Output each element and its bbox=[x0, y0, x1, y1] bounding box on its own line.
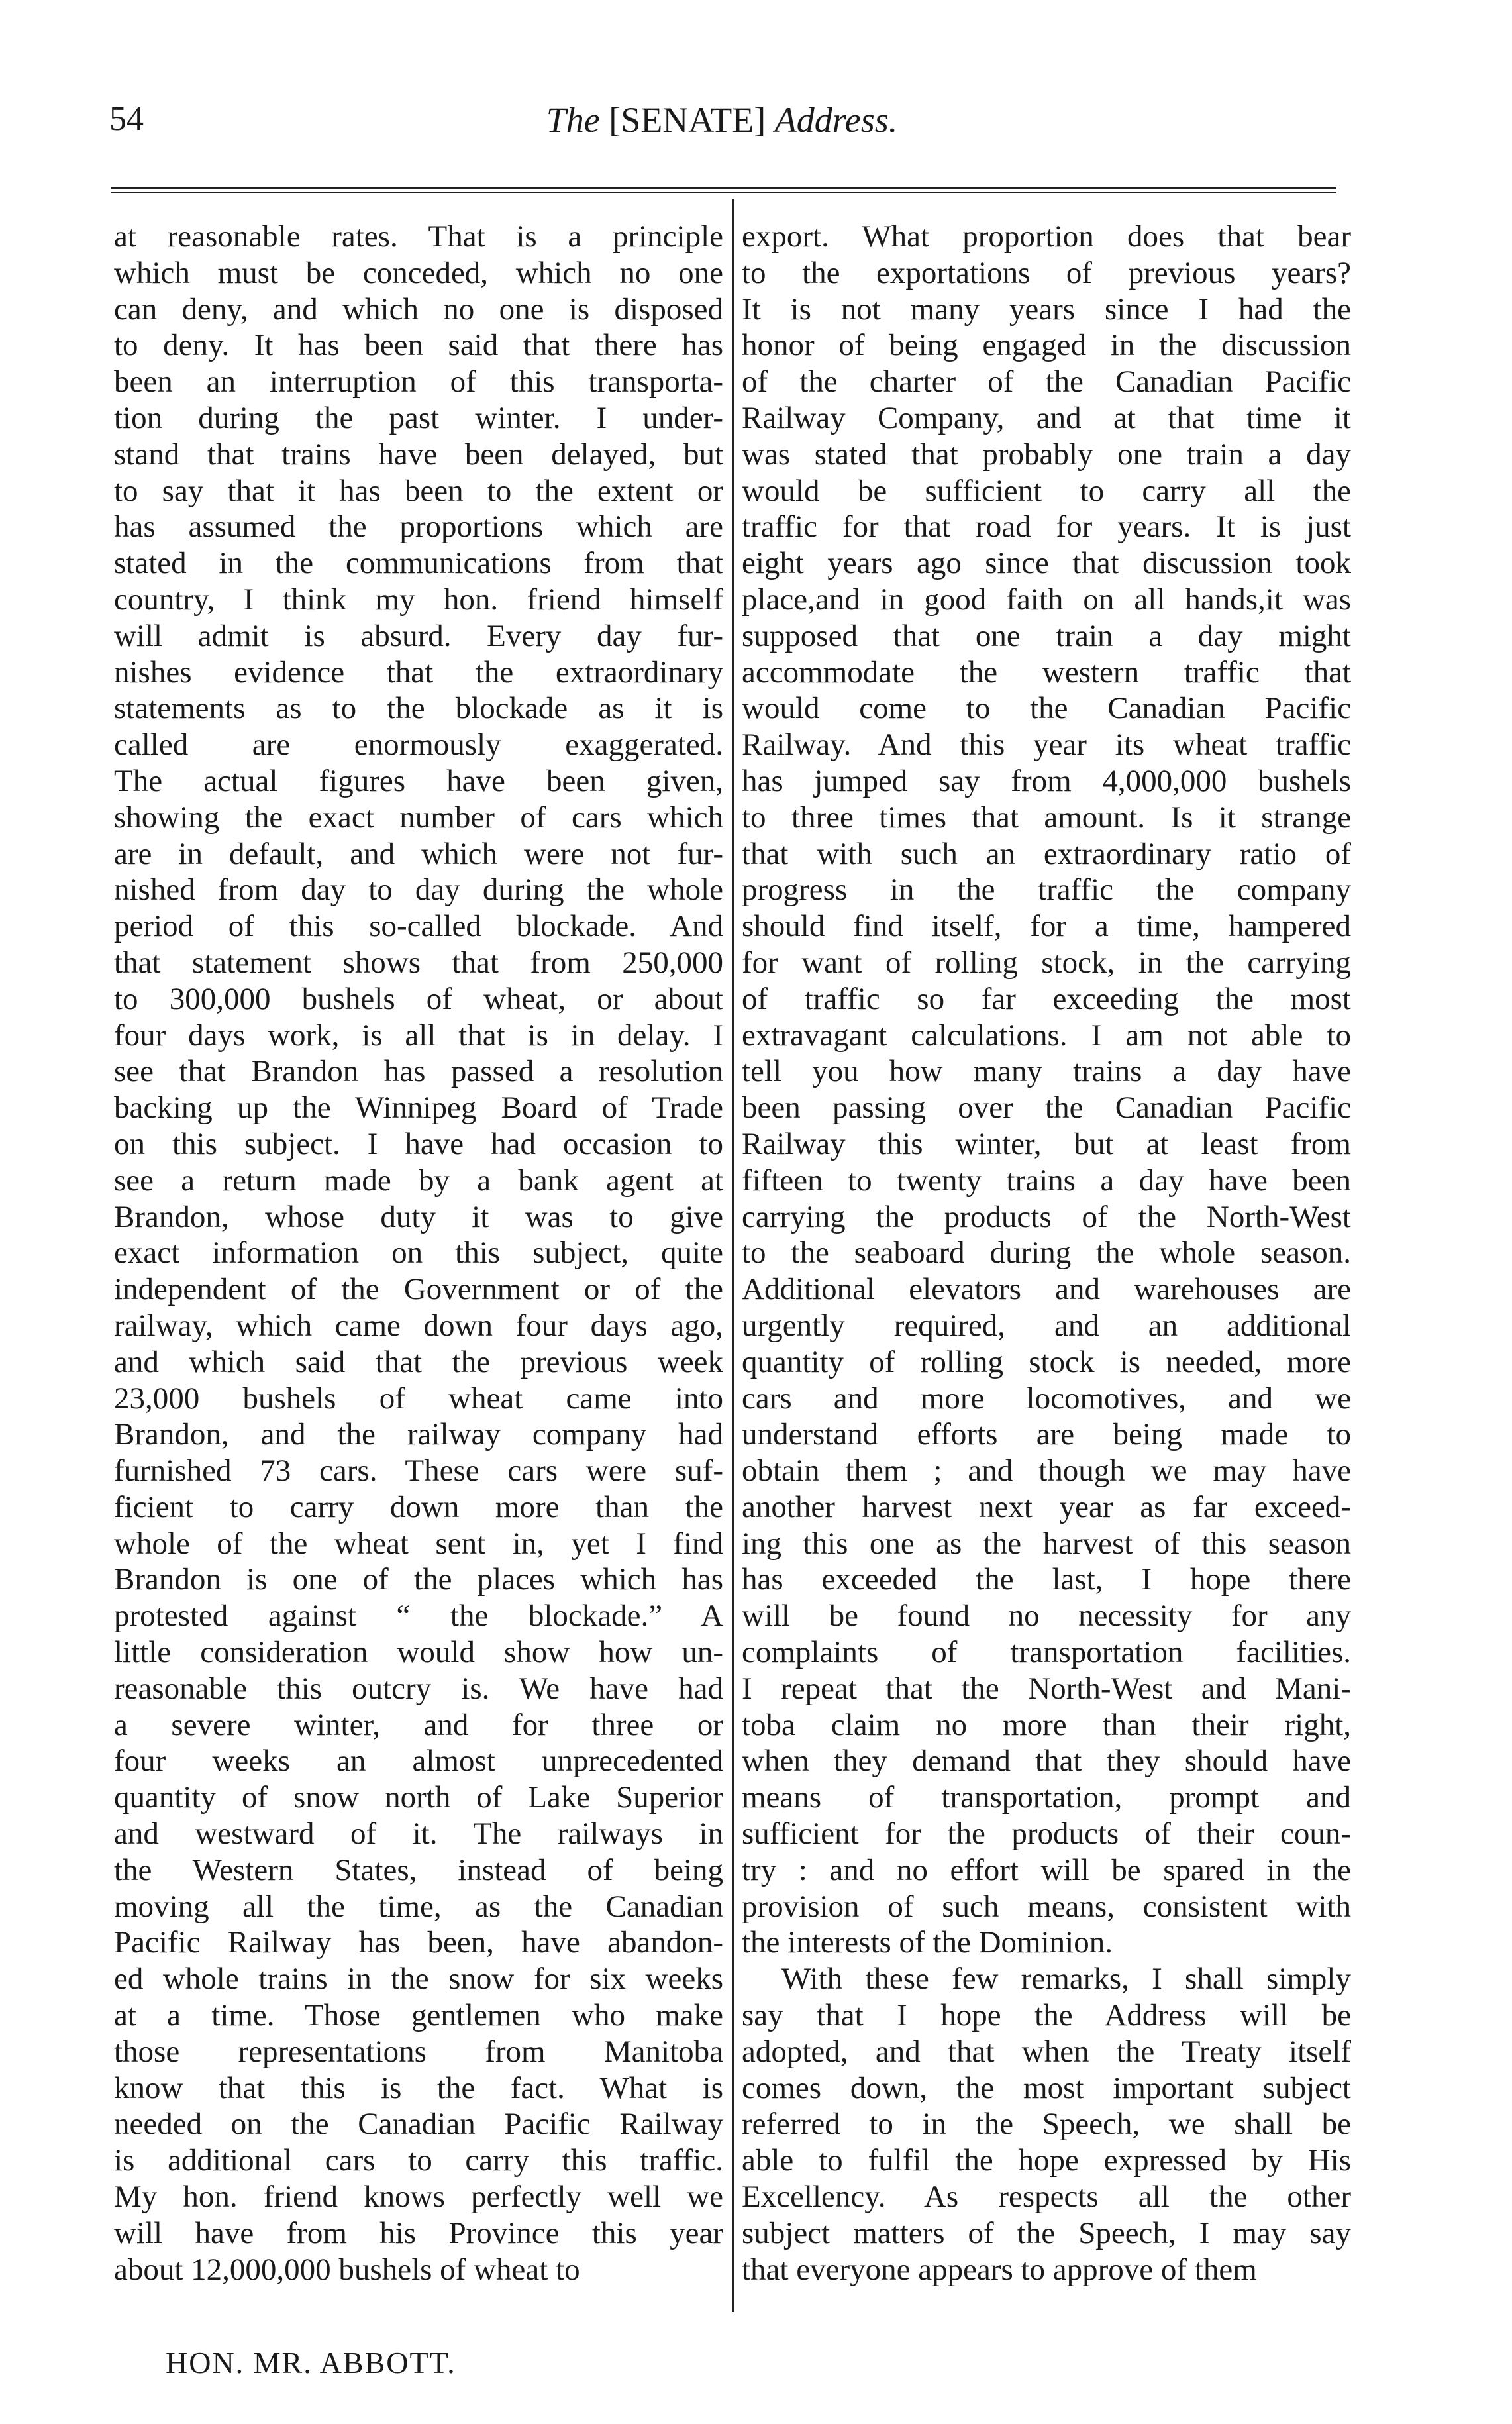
text-line: able to fulfil the hope expressed by His bbox=[742, 2143, 1351, 2178]
text-line: It is not many years since I had the bbox=[742, 291, 1351, 327]
text-line: ed whole trains in the snow for six weeks bbox=[114, 1962, 723, 1997]
text-line: four weeks an almost unprecedented bbox=[114, 1744, 723, 1779]
text-line: needed on the Canadian Pacific Railway bbox=[114, 2107, 723, 2142]
text-line: can deny, and which no one is disposed bbox=[114, 291, 723, 327]
text-line: means of transportation, prompt and bbox=[742, 1780, 1351, 1815]
text-line: little consideration would show how un- bbox=[114, 1635, 723, 1670]
text-line: protested against “ the blockade.” A bbox=[114, 1599, 723, 1634]
text-line: 23,000 bushels of wheat came into bbox=[114, 1381, 723, 1416]
text-line: to deny. It has been said that there has bbox=[114, 328, 723, 363]
text-line: a severe winter, and for three or bbox=[114, 1707, 723, 1742]
text-line: to three times that amount. Is it strange bbox=[742, 800, 1351, 835]
text-line: provision of such means, consistent with bbox=[742, 1889, 1351, 1924]
text-line: country, I think my hon. friend himself bbox=[114, 582, 723, 617]
text-line: and westward of it. The railways in bbox=[114, 1817, 723, 1852]
text-line: the Western States, instead of being bbox=[114, 1852, 723, 1887]
text-line: moving all the time, as the Canadian bbox=[114, 1889, 723, 1924]
text-line: complaints of transportation facilities. bbox=[742, 1635, 1351, 1670]
text-line: supposed that one train a day might bbox=[742, 618, 1351, 653]
text-line: another harvest next year as far exceed- bbox=[742, 1489, 1351, 1524]
text-line: Brandon, whose duty it was to give bbox=[114, 1199, 723, 1234]
text-line: stand that trains have been delayed, but bbox=[114, 437, 723, 472]
text-line: see that Brandon has passed a resolution bbox=[114, 1054, 723, 1089]
text-line: carrying the products of the North-West bbox=[742, 1199, 1351, 1234]
text-line: progress in the traffic the company bbox=[742, 872, 1351, 908]
text-line: Excellency. As respects all the other bbox=[742, 2180, 1351, 2215]
text-line: obtain them ; and though we may have bbox=[742, 1453, 1351, 1489]
text-line: Pacific Railway has been, have abandon- bbox=[114, 1925, 723, 1960]
text-line: The actual figures have been given, bbox=[114, 763, 723, 798]
text-line: place,and in good faith on all hands,it was bbox=[742, 582, 1351, 617]
text-line: My hon. friend knows perfectly well we bbox=[114, 2180, 723, 2215]
text-line: toba claim no more than their right, bbox=[742, 1707, 1351, 1742]
text-line: Brandon is one of the places which has bbox=[114, 1562, 723, 1597]
text-line: try : and no effort will be spared in the bbox=[742, 1852, 1351, 1887]
text-line: would come to the Canadian Pacific bbox=[742, 691, 1351, 726]
text-line: to 300,000 bushels of wheat, or about bbox=[114, 981, 723, 1016]
text-line: to the exportations of previous years? bbox=[742, 255, 1351, 290]
text-line: for want of rolling stock, in the carrying bbox=[742, 945, 1351, 980]
speaker-footer: HON. MR. ABBOTT. bbox=[166, 2346, 456, 2380]
text-line: eight years ago since that discussion took bbox=[742, 546, 1351, 581]
text-line: reasonable this outcry is. We have had bbox=[114, 1671, 723, 1706]
page-number: 54 bbox=[109, 100, 144, 138]
text-line: backing up the Winnipeg Board of Trade bbox=[114, 1090, 723, 1126]
text-line: Additional elevators and warehouses are bbox=[742, 1272, 1351, 1307]
text-line: called are enormously exaggerated. bbox=[114, 727, 723, 763]
text-line: urgently required, and an additional bbox=[742, 1308, 1351, 1343]
text-line: nished from day to day during the whole bbox=[114, 872, 723, 908]
text-line: those representations from Manitoba bbox=[114, 2034, 723, 2069]
text-line: and which said that the previous week bbox=[114, 1344, 723, 1379]
text-line: four days work, is all that is in delay. I bbox=[114, 1018, 723, 1053]
text-line: on this subject. I have had occasion to bbox=[114, 1126, 723, 1161]
text-line: will have from his Province this year bbox=[114, 2215, 723, 2250]
text-line: nishes evidence that the extraordinary bbox=[114, 655, 723, 690]
text-line: period of this so-called blockade. And bbox=[114, 909, 723, 944]
text-line: furnished 73 cars. These cars were suf- bbox=[114, 1453, 723, 1489]
text-line: subject matters of the Speech, I may say bbox=[742, 2215, 1351, 2250]
text-line: quantity of rolling stock is needed, more bbox=[742, 1344, 1351, 1379]
text-line: that statement shows that from 250,000 bbox=[114, 945, 723, 980]
text-line: that everyone appears to approve of them bbox=[742, 2252, 1257, 2287]
text-line: understand efforts are being made to bbox=[742, 1417, 1351, 1452]
text-line: would be sufficient to carry all the bbox=[742, 473, 1351, 508]
text-line: are in default, and which were not fur- bbox=[114, 836, 723, 871]
running-title bbox=[109, 99, 1335, 140]
text-line: to say that it has been to the extent or bbox=[114, 473, 723, 508]
text-line: of the charter of the Canadian Pacific bbox=[742, 364, 1351, 399]
text-line: whole of the wheat sent in, yet I find bbox=[114, 1526, 723, 1561]
text-line: quantity of snow north of Lake Superior bbox=[114, 1780, 723, 1815]
text-line: is additional cars to carry this traffic. bbox=[114, 2143, 723, 2178]
text-line: to the seaboard during the whole season. bbox=[742, 1236, 1351, 1271]
left-column bbox=[114, 219, 723, 2288]
text-line: cars and more locomotives, and we bbox=[742, 1381, 1351, 1416]
text-line: know that this is the fact. What is bbox=[114, 2070, 723, 2105]
text-line: I repeat that the North-West and Mani- bbox=[742, 1671, 1351, 1706]
text-line: fifteen to twenty trains a day have been bbox=[742, 1163, 1351, 1198]
text-line: Railway Company, and at that time it bbox=[742, 400, 1351, 435]
text-line: Railway. And this year its wheat traffic bbox=[742, 727, 1351, 763]
column-divider bbox=[732, 199, 734, 2312]
text-line: comes down, the most important subject bbox=[742, 2070, 1351, 2105]
text-line: see a return made by a bank agent at bbox=[114, 1163, 723, 1198]
text-line: was stated that probably one train a day bbox=[742, 437, 1351, 472]
text-line: tion during the past winter. I under- bbox=[114, 400, 723, 435]
text-line: should find itself, for a time, hampered bbox=[742, 909, 1351, 944]
right-column bbox=[742, 219, 1351, 2288]
text-line: has exceeded the last, I hope there bbox=[742, 1562, 1351, 1597]
text-line: Railway this winter, but at least from bbox=[742, 1126, 1351, 1161]
text-line: been an interruption of this transporta- bbox=[114, 364, 723, 399]
text-line: With these few remarks, I shall simply bbox=[781, 1962, 1351, 1997]
header-rule bbox=[111, 187, 1336, 193]
text-line: will be found no necessity for any bbox=[742, 1599, 1351, 1634]
text-line: traffic for that road for years. It is just bbox=[742, 509, 1351, 545]
text-line: the interests of the Dominion. bbox=[742, 1925, 1113, 1960]
text-line: adopted, and that when the Treaty itself bbox=[742, 2034, 1351, 2069]
running-title-address: Address. bbox=[774, 100, 898, 140]
text-line: at a time. Those gentlemen who make bbox=[114, 1998, 723, 2033]
text-line: been passing over the Canadian Pacific bbox=[742, 1090, 1351, 1126]
text-line: ficient to carry down more than the bbox=[114, 1489, 723, 1524]
running-title-the: The bbox=[546, 100, 600, 140]
text-line: independent of the Government or of the bbox=[114, 1272, 723, 1307]
text-line: showing the exact number of cars which bbox=[114, 800, 723, 835]
text-line: extravagant calculations. I am not able to bbox=[742, 1018, 1351, 1053]
running-title-senate: [SENATE] bbox=[609, 100, 766, 140]
text-line: will admit is absurd. Every day fur- bbox=[114, 618, 723, 653]
text-line: accommodate the western traffic that bbox=[742, 655, 1351, 690]
text-line: Brandon, and the railway company had bbox=[114, 1417, 723, 1452]
text-line: of traffic so far exceeding the most bbox=[742, 981, 1351, 1016]
text-line: sufficient for the products of their coun- bbox=[742, 1817, 1351, 1852]
text-line: which must be conceded, which no one bbox=[114, 255, 723, 290]
text-line: stated in the communications from that bbox=[114, 546, 723, 581]
text-line: say that I hope the Address will be bbox=[742, 1998, 1351, 2033]
text-line: has assumed the proportions which are bbox=[114, 509, 723, 545]
text-line: honor of being engaged in the discussion bbox=[742, 328, 1351, 363]
text-line: referred to in the Speech, we shall be bbox=[742, 2107, 1351, 2142]
text-line: when they demand that they should have bbox=[742, 1744, 1351, 1779]
text-line: has jumped say from 4,000,000 bushels bbox=[742, 763, 1351, 798]
text-line: railway, which came down four days ago, bbox=[114, 1308, 723, 1343]
page-header bbox=[109, 99, 1335, 152]
text-line: about 12,000,000 bushels of wheat to bbox=[114, 2252, 580, 2287]
text-line: ing this one as the harvest of this season bbox=[742, 1526, 1351, 1561]
text-line: at reasonable rates. That is a principle bbox=[114, 219, 723, 254]
text-line: statements as to the blockade as it is bbox=[114, 691, 723, 726]
text-line: tell you how many trains a day have bbox=[742, 1054, 1351, 1089]
text-line: that with such an extraordinary ratio of bbox=[742, 836, 1351, 871]
text-line: exact information on this subject, quite bbox=[114, 1236, 723, 1271]
text-line: export. What proportion does that bear bbox=[742, 219, 1351, 254]
